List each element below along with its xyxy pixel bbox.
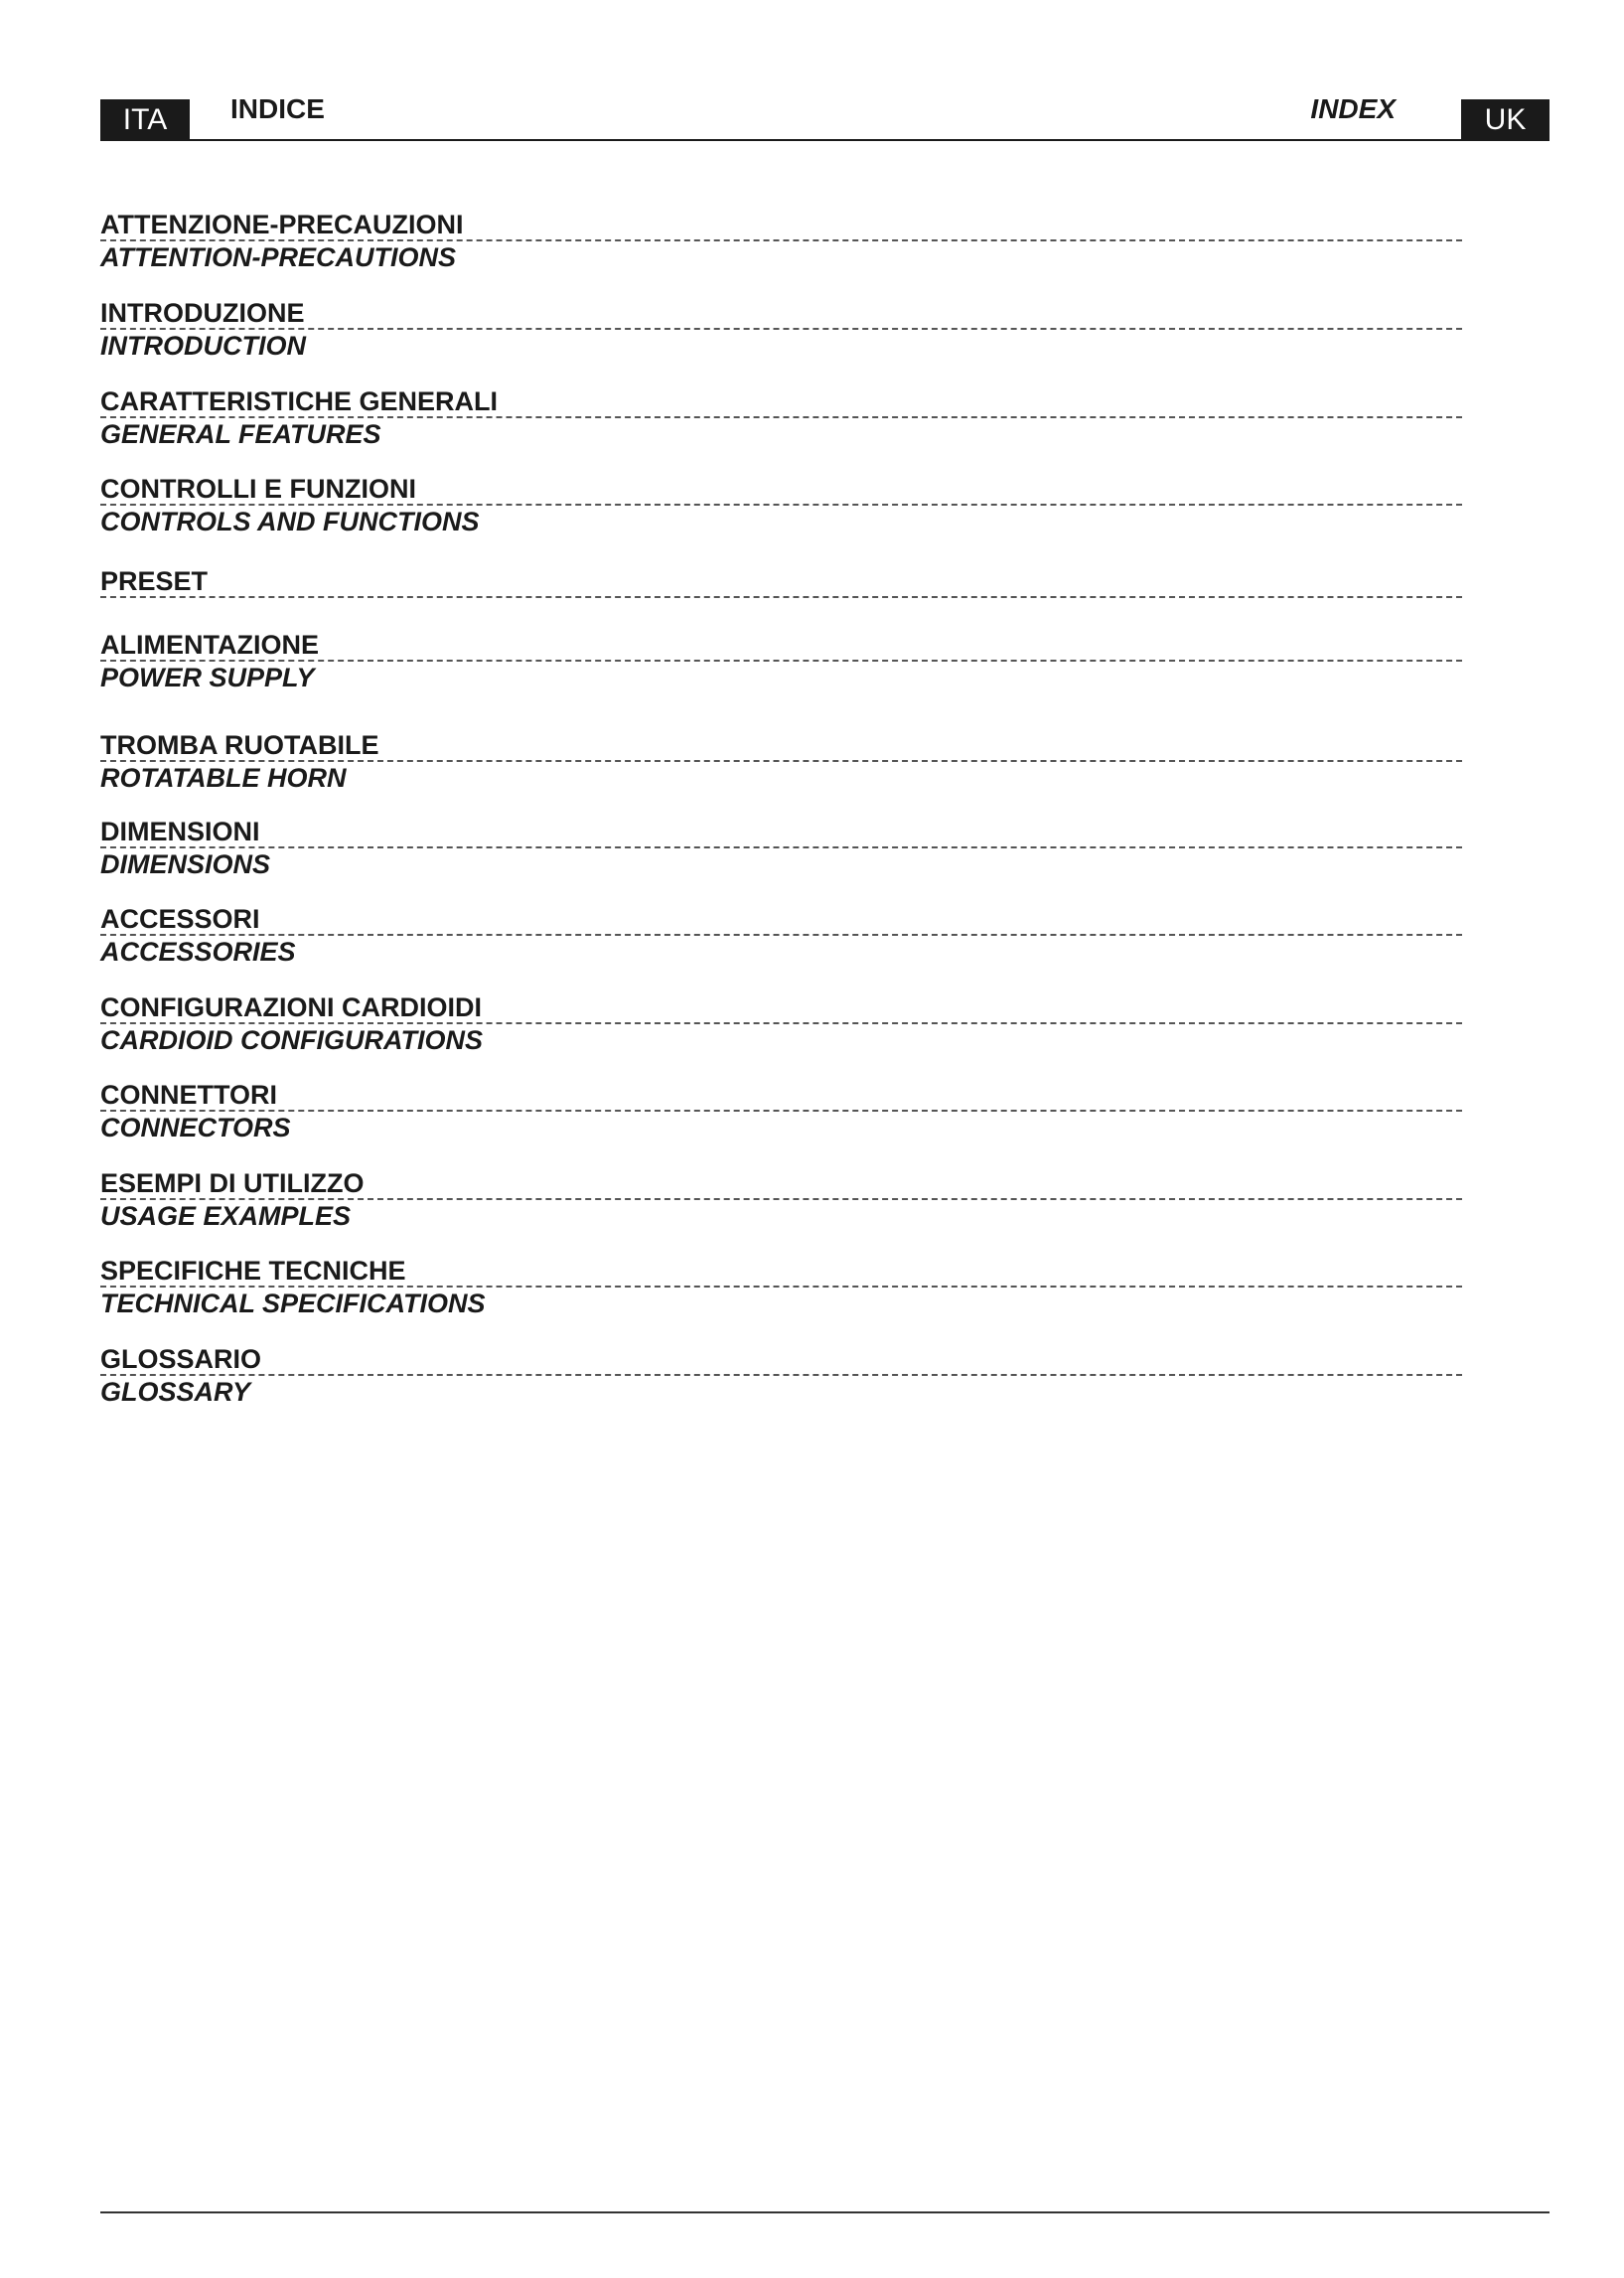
toc-entry-italian: CONFIGURAZIONI CARDIOIDI <box>100 992 1462 1024</box>
toc-entry-english: GENERAL FEATURES <box>100 419 381 449</box>
toc-entry-italian: SPECIFICHE TECNICHE <box>100 1256 1462 1288</box>
toc-entry-english: DIMENSIONS <box>100 849 271 879</box>
toc-entry[interactable] <box>100 817 1462 879</box>
toc-entry-english: CONTROLS AND FUNCTIONS <box>100 507 480 536</box>
toc-entry-italian: ATTENZIONE-PRECAUZIONI <box>100 210 1462 241</box>
toc-entry[interactable] <box>100 992 1462 1055</box>
toc-entry-italian: DIMENSIONI <box>100 817 1462 848</box>
toc-entry-english: ROTATABLE HORN <box>100 763 347 793</box>
toc-entry-italian: GLOSSARIO <box>100 1344 1462 1376</box>
toc-entry[interactable] <box>100 1344 1462 1407</box>
toc-entry-italian: PRESET <box>100 566 1462 598</box>
footer-divider <box>100 2211 1550 2213</box>
toc-entry-italian: CONNETTORI <box>100 1080 1462 1112</box>
page-title-english: INDEX <box>1310 93 1396 124</box>
toc-entry-italian: CARATTERISTICHE GENERALI <box>100 386 1462 418</box>
toc-entry-english: GLOSSARY <box>100 1377 251 1407</box>
language-badge-ita: ITA <box>100 99 190 141</box>
toc-entry[interactable] <box>100 1168 1462 1231</box>
toc-entry-italian: ESEMPI DI UTILIZZO <box>100 1168 1462 1200</box>
toc-entry-italian: TROMBA RUOTABILE <box>100 730 1462 762</box>
toc-entry-english: USAGE EXAMPLES <box>100 1201 352 1231</box>
toc-entry[interactable] <box>100 730 1462 793</box>
toc-entry[interactable] <box>100 566 1462 598</box>
toc-entry-english: ATTENTION-PRECAUTIONS <box>100 242 456 272</box>
toc-entry[interactable] <box>100 474 1462 536</box>
toc-entry[interactable] <box>100 386 1462 449</box>
toc-entry[interactable] <box>100 210 1462 272</box>
toc-entry[interactable] <box>100 298 1462 361</box>
toc-entry[interactable] <box>100 904 1462 967</box>
toc-entry-english: INTRODUCTION <box>100 331 306 361</box>
toc-entry-italian: INTRODUZIONE <box>100 298 1462 330</box>
table-of-contents <box>100 0 1462 1490</box>
language-badge-uk: UK <box>1461 99 1550 141</box>
toc-entry-english: ACCESSORIES <box>100 937 296 967</box>
toc-entry-italian: ALIMENTAZIONE <box>100 630 1462 662</box>
toc-entry-english: TECHNICAL SPECIFICATIONS <box>100 1289 486 1318</box>
page-title-italian: INDICE <box>230 93 325 124</box>
toc-entry[interactable] <box>100 630 1462 692</box>
toc-entry[interactable] <box>100 1256 1462 1318</box>
toc-entry-english: CONNECTORS <box>100 1113 291 1142</box>
toc-entry-italian: ACCESSORI <box>100 904 1462 936</box>
toc-entry-english: CARDIOID CONFIGURATIONS <box>100 1025 483 1055</box>
toc-entry[interactable] <box>100 1080 1462 1142</box>
toc-entry-italian: CONTROLLI E FUNZIONI <box>100 474 1462 506</box>
toc-entry-english: POWER SUPPLY <box>100 663 315 692</box>
